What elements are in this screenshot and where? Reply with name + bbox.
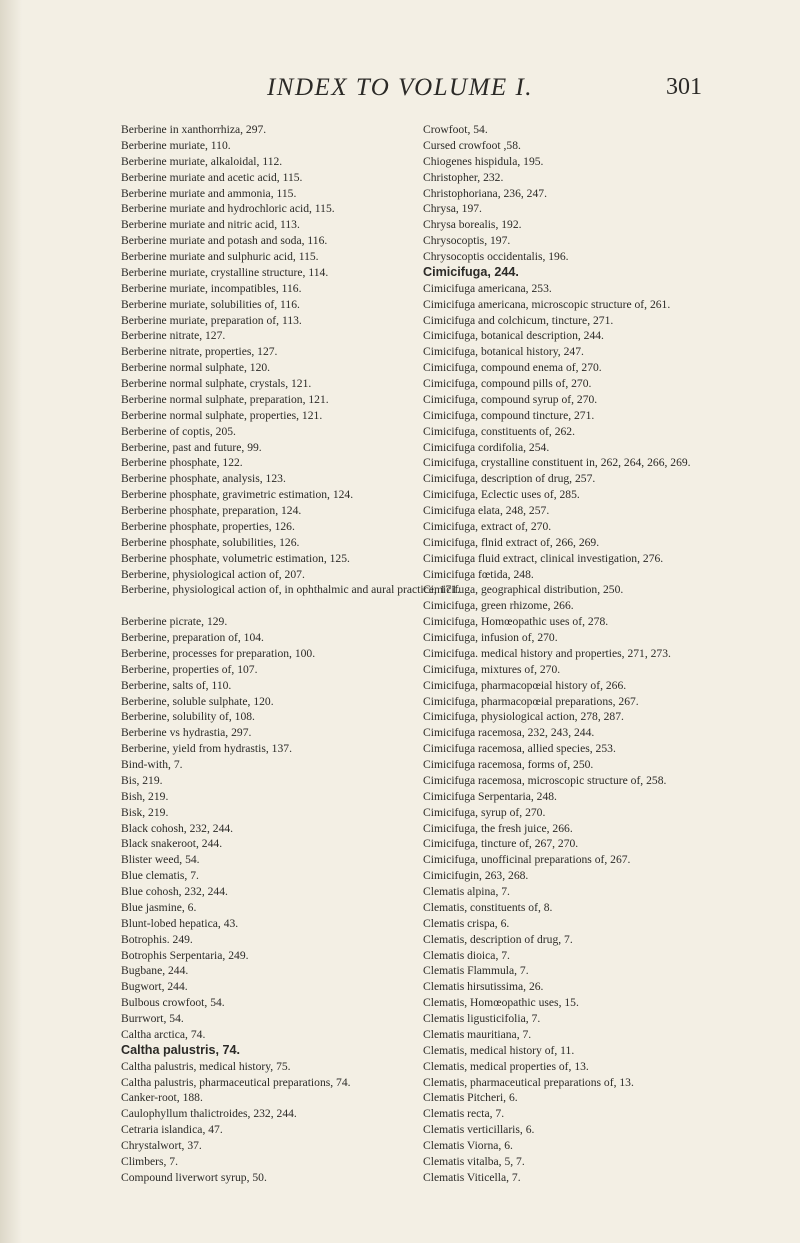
index-entry: Berberine muriate, crystalline structure, 114. (121, 265, 329, 279)
index-entry: Cimicifuga, the fresh juice, 266. (423, 821, 573, 835)
index-entry: Berberine phosphate, solubilities, 126. (121, 535, 300, 549)
index-entry: Berberine normal sulphate, crystals, 121. (121, 377, 312, 390)
index-entry: Burrwort, 54. (121, 1012, 184, 1025)
index-entry: Bugwort, 244. (121, 980, 188, 994)
index-entry: Berberine, yield from hydrastis, 137. (121, 742, 292, 756)
index-entry: Cimicifuga fluid extract, clinical investigation, 276. (423, 551, 664, 565)
index-entry: Clematis ligusticifolia, 7. (423, 1012, 541, 1025)
index-entry: Clematis alpina, 7. (423, 885, 510, 898)
index-entry: Cimicifuga, mixtures of, 270. (423, 662, 561, 676)
running-head (0, 74, 800, 108)
index-entry: Cimicifuga Serpentaria, 248. (423, 789, 557, 803)
index-entry: Cimicifuga, pharmacopœial history of, 266. (423, 678, 627, 692)
index-entry: Caltha arctica, 74. (121, 1027, 206, 1041)
index-entry: Berberine, soluble sulphate, 120. (121, 694, 274, 708)
index-entry: Cimicifuga racemosa, allied species, 253. (423, 742, 616, 756)
page-edge-shadow (0, 0, 22, 1243)
index-entry: Cimicifuga, compound enema of, 270. (423, 361, 602, 375)
index-entry: Black cohosh, 232, 244. (121, 821, 234, 835)
index-entry: Clematis, Homœopathic uses, 15. (423, 996, 579, 1010)
index-entry: Chrysocoptis, 197. (423, 234, 511, 248)
index-entry: Bis, 219. (121, 773, 163, 787)
index-entry: Berberine phosphate, 122. (121, 456, 243, 470)
index-entry: Cimicifuga, constituents of, 262. (423, 424, 575, 438)
index-entry: Berberine muriate and hydrochloric acid, 115. (121, 202, 335, 216)
index-entry: Clematis Flammula, 7. (423, 964, 529, 978)
index-entry: Berberine phosphate, preparation, 124. (121, 504, 302, 517)
index-entry: Cimicifuga. medical history and properties, 271, 273. (423, 646, 671, 660)
index-entry: Chrysa, 197. (423, 202, 482, 216)
index-entry: Berberine, solubility of, 108. (121, 710, 255, 724)
index-entry: Chrysa borealis, 192. (423, 218, 522, 232)
index-entry: Berberine muriate, preparation of, 113. (121, 313, 302, 327)
index-entry: Blue cohosh, 232, 244. (121, 885, 228, 898)
index-entry: Cimicifuga, tincture of, 267, 270. (423, 837, 579, 851)
index-entry: Cimicifuga, botanical history, 247. (423, 345, 584, 359)
index-entry: Berberine phosphate, volumetric estimation, 125. (121, 551, 350, 565)
index-entry: Chrysocoptis occidentalis, 196. (423, 250, 569, 263)
index-column-right (423, 122, 753, 1186)
index-entry: Cimicifuga, green rhizome, 266. (423, 599, 574, 613)
index-entry: Cimicifuga, infusion of, 270. (423, 631, 558, 644)
index-entry: Cimicifuga, compound syrup of, 270. (423, 392, 598, 406)
index-entry: Cimicifuga, physiological action, 278, 287. (423, 710, 624, 724)
index-entry: Berberine vs hydrastia, 297. (121, 726, 252, 740)
index-entry: Clematis Viticella, 7. (423, 1170, 521, 1184)
index-entry: Clematis Pitcheri, 6. (423, 1091, 518, 1105)
page-title: INDEX TO VOLUME I. (266, 74, 534, 101)
index-entry: Cimicifuga, Eclectic uses of, 285. (423, 488, 580, 502)
index-entry: Berberine phosphate, analysis, 123. (121, 472, 286, 486)
index-entry: Berberine nitrate, properties, 127. (121, 345, 278, 359)
index-entry: Cimicifuga racemosa, 232, 243, 244. (423, 726, 595, 740)
index-entry: Chrystalwort, 37. (121, 1139, 202, 1152)
index-entry: Cimicifuga americana, microscopic structure of, 261. (423, 297, 671, 311)
index-entry: Christophoriana, 236, 247. (423, 186, 547, 200)
index-entry: Berberine muriate, 110. (121, 138, 231, 152)
index-entry: Cursed crowfoot ,58. (423, 138, 521, 152)
index-entry: Cimicifuga, description of drug, 257. (423, 472, 596, 486)
index-entry: Clematis, description of drug, 7. (423, 932, 573, 946)
index-entry: Caltha palustris, 74. (121, 1042, 240, 1057)
index-entry: Clematis vitalba, 5, 7. (423, 1154, 525, 1168)
index-entry: Berberine, processes for preparation, 100. (121, 646, 316, 660)
index-entry: Berberine phosphate, properties, 126. (121, 519, 295, 533)
index-entry: Cimicifuga, extract of, 270. (423, 519, 552, 533)
index-entry: Cimicifuga, pharmacopœial preparations, 267. (423, 694, 639, 708)
index-entry: Clematis dioica, 7. (423, 948, 510, 962)
index-entry: Cimicifuga racemosa, forms of, 250. (423, 758, 594, 771)
index-entry: Black snakeroot, 244. (121, 837, 223, 851)
index-entry: Berberine in xanthorrhiza, 297. (121, 123, 267, 136)
index-entry: Blunt-lobed hepatica, 43. (121, 916, 239, 930)
index-entry: Cimicifuga, geographical distribution, 250. (423, 583, 624, 597)
page-number: 301 (666, 74, 702, 100)
index-entry: Cimicifuga, unofficinal preparations of, 267. (423, 853, 631, 867)
index-entry: Christopher, 232. (423, 170, 504, 184)
index-entry: Berberine, physiological action of, in ophthalmic and aural practice, 171. (121, 583, 461, 597)
index-entry: Climbers, 7. (121, 1154, 179, 1168)
index-entry: Bind-with, 7. (121, 758, 183, 771)
index-entry: Berberine muriate and nitric acid, 113. (121, 218, 300, 232)
index-entry: Blue clematis, 7. (121, 869, 199, 883)
index-entry: Botrophis Serpentaria, 249. (121, 948, 249, 962)
index-entry: Bulbous crowfoot, 54. (121, 996, 225, 1010)
index-entry: Clematis, medical properties of, 13. (423, 1059, 589, 1073)
index-entry: Clematis, pharmaceutical preparations of, 13. (423, 1075, 634, 1089)
index-entry: Cimicifugin, 263, 268. (423, 869, 529, 883)
index-entry: Berberine of coptis, 205. (121, 424, 236, 438)
index-entry: Clematis Viorna, 6. (423, 1139, 513, 1152)
index-entry: Cimicifuga elata, 248, 257. (423, 504, 550, 517)
index-entry: Berberine muriate and potash and soda, 116. (121, 234, 328, 248)
index-entry: Clematis verticillaris, 6. (423, 1123, 535, 1137)
index-entry: Compound liverwort syrup, 50. (121, 1170, 267, 1184)
index-entry: Berberine, preparation of, 104. (121, 631, 264, 644)
index-entry: Berberine phosphate, gravimetric estimation, 124. (121, 488, 354, 502)
index-entry: Cimicifuga, Homœopathic uses of, 278. (423, 615, 609, 629)
index-entry: Berberine muriate and acetic acid, 115. (121, 170, 303, 184)
index-entry: Cimicifuga cordifolia, 254. (423, 440, 550, 454)
index-entry: Cimicifuga and colchicum, tincture, 271. (423, 313, 614, 327)
index-entry: Chiogenes hispidula, 195. (423, 154, 544, 168)
index-entry: Clematis crispa, 6. (423, 916, 510, 930)
index-entry: Crowfoot, 54. (423, 123, 488, 136)
index-entry: Caltha palustris, pharmaceutical preparations, 74. (121, 1075, 351, 1089)
index-entry: Berberine muriate, alkaloidal, 112. (121, 154, 283, 168)
index-entry: Cetraria islandica, 47. (121, 1123, 223, 1137)
index-entry: Cimicifuga racemosa, microscopic structure of, 258. (423, 773, 667, 787)
index-entry: Berberine nitrate, 127. (121, 329, 226, 343)
index-entry: Cimicifuga americana, 253. (423, 281, 552, 295)
index-entry: Berberine normal sulphate, preparation, 121. (121, 392, 329, 406)
index-entry: Berberine, properties of, 107. (121, 662, 258, 676)
index-entry: Berberine muriate, solubilities of, 116. (121, 297, 300, 311)
index-entry: Blue jasmine, 6. (121, 900, 197, 914)
index-entry: Canker-root, 188. (121, 1091, 203, 1105)
index-entry: Bisk, 219. (121, 805, 169, 819)
index-entry: Cimicifuga, botanical description, 244. (423, 329, 604, 343)
index-entry: Berberine muriate and sulphuric acid, 115. (121, 250, 319, 263)
index-entry: Cimicifuga fœtida, 248. (423, 567, 534, 581)
index-entry: Bish, 219. (121, 789, 169, 803)
index-entry: Clematis, constituents of, 8. (423, 900, 553, 914)
index-entry: Clematis recta, 7. (423, 1107, 505, 1121)
index-entry: Cimicifuga, flnid extract of, 266, 269. (423, 535, 600, 549)
index-entry: Clematis mauritiana, 7. (423, 1027, 532, 1041)
index-entry: Cimicifuga, crystalline constituent in, 262, 264, 266, 269. (423, 456, 691, 470)
index-entry: Berberine muriate and ammonia, 115. (121, 186, 297, 200)
index-entry: Clematis hirsutissima, 26. (423, 980, 544, 994)
index-entry: Cimicifuga, compound tincture, 271. (423, 408, 595, 422)
index-entry: Cimicifuga, 244. (423, 264, 519, 279)
index-entry: Cimicifuga, compound pills of, 270. (423, 377, 592, 390)
index-entry: Berberine normal sulphate, properties, 121. (121, 408, 323, 422)
index-entry: Berberine muriate, incompatibles, 116. (121, 281, 302, 295)
index-entry: Clematis, medical history of, 11. (423, 1043, 575, 1057)
index-entry: Berberine normal sulphate, 120. (121, 361, 271, 375)
index-entry: Caulophyllum thalictroides, 232, 244. (121, 1107, 297, 1121)
index-entry: Caltha palustris, medical history, 75. (121, 1059, 291, 1073)
index-entry: Berberine, physiological action of, 207. (121, 567, 305, 581)
index-entry: Botrophis. 249. (121, 932, 193, 946)
index-entry: Cimicifuga, syrup of, 270. (423, 805, 546, 819)
index-entry: Berberine, past and future, 99. (121, 440, 262, 454)
index-entry: Berberine picrate, 129. (121, 615, 228, 629)
index-entry: Bugbane, 244. (121, 964, 189, 978)
index-entry: Blister weed, 54. (121, 853, 200, 867)
index-entry: Berberine, salts of, 110. (121, 678, 232, 692)
